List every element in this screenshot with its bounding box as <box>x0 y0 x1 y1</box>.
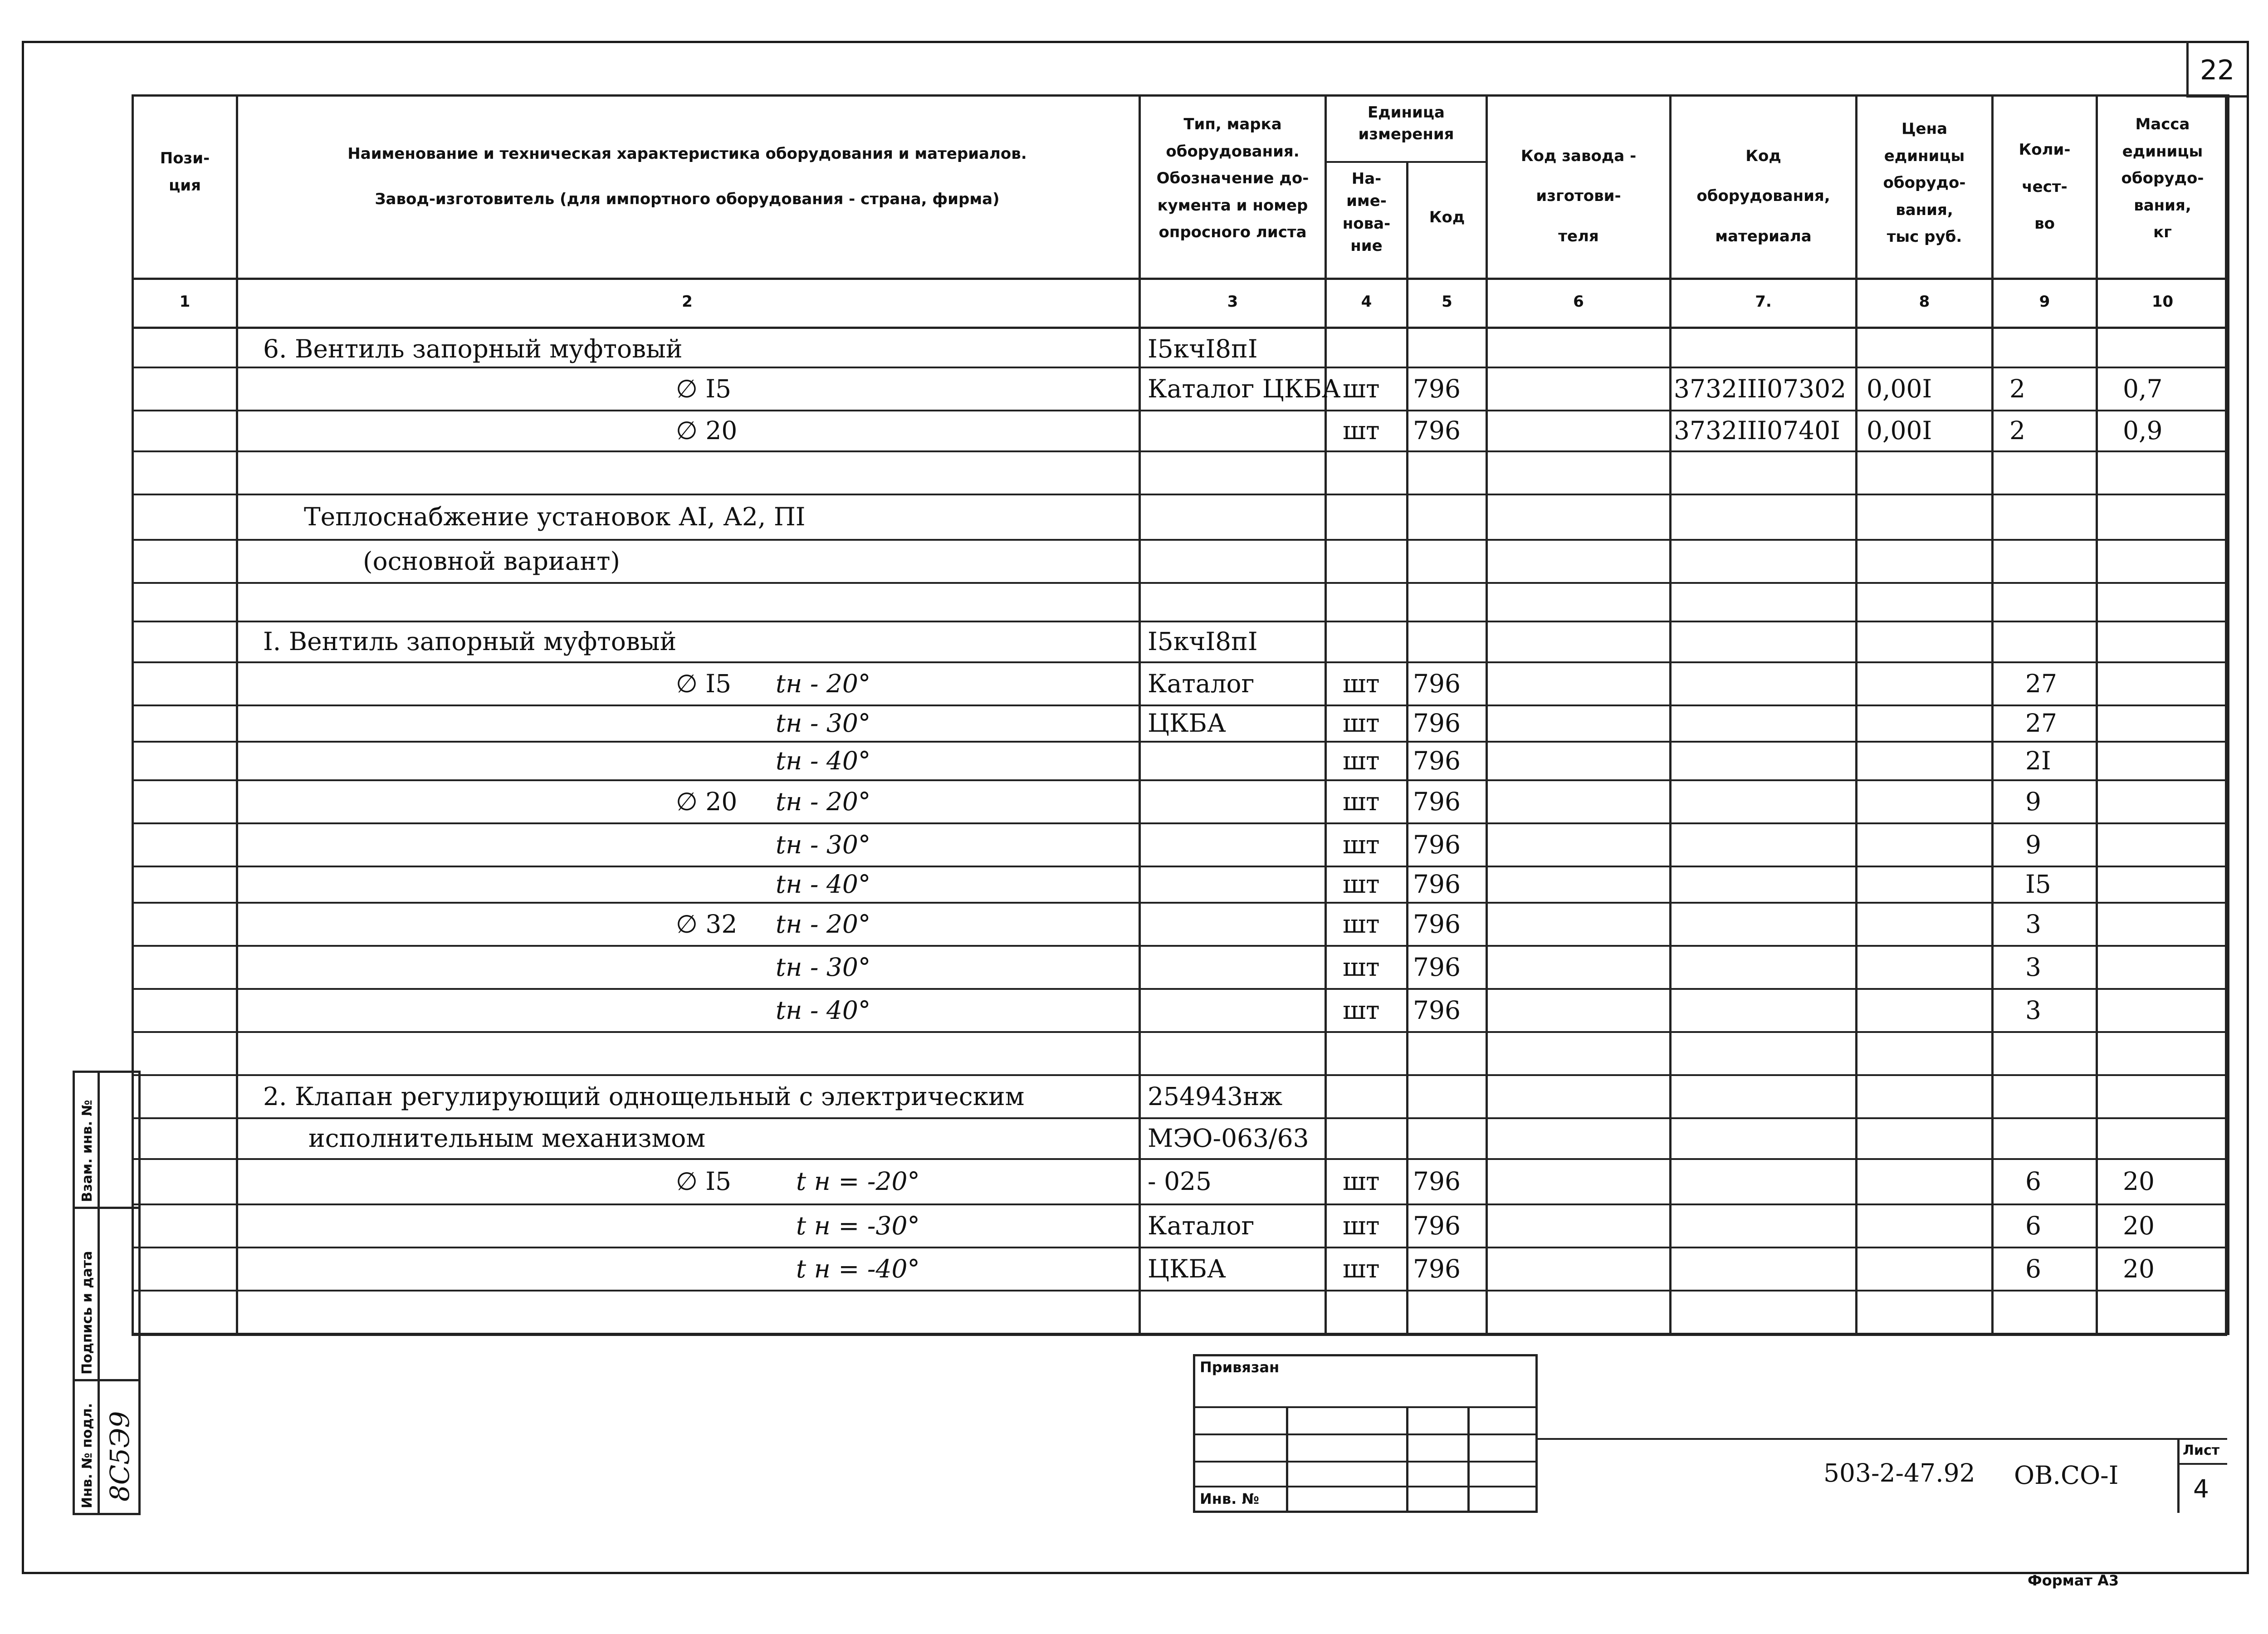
row-divider <box>132 704 2227 706</box>
header-col2-line2: Завод-изготовитель (для импортного оборудования - страна, фирма) <box>375 190 1000 208</box>
header-col45-group: Единица измерения <box>1358 103 1454 143</box>
row-unit-code: 796 <box>1413 953 1461 982</box>
row-divider <box>132 741 2227 743</box>
row-qty: 27 <box>2025 709 2057 738</box>
header-col3: Тип, марка оборудования. Обозначение до- кумента и номер опросного листа <box>1156 115 1309 241</box>
row-name: исполнительным механизмом <box>308 1124 706 1153</box>
row-equip-code: 3732III07302 <box>1674 374 1847 403</box>
row-type: I5кчI8пI <box>1148 627 1258 656</box>
row-divider <box>132 367 2227 368</box>
row-temperature: tн - 20° <box>776 910 871 939</box>
row-name: 2. Клапан регулирующий однощельный с электрическим <box>263 1082 1025 1111</box>
row-price: 0,00I <box>1867 416 1932 445</box>
header-col4: На- име- нова- ние <box>1342 170 1391 255</box>
row-name: Теплоснабжение установок АI, А2, ПI <box>304 502 806 531</box>
row-temperature: tн - 40° <box>776 746 871 775</box>
header-col6: Код завода - изготови- теля <box>1520 147 1637 245</box>
row-temperature: t н = -30° <box>796 1211 920 1240</box>
row-divider <box>132 1158 2227 1160</box>
header-col9: Коли- чест- во <box>2019 141 2071 233</box>
row-mass: 0,9 <box>2123 416 2163 445</box>
row-qty: I5 <box>2025 870 2051 899</box>
row-temperature: tн - 20° <box>776 669 871 698</box>
row-qty: 9 <box>2025 787 2041 816</box>
row-temperature: tн - 40° <box>776 870 871 899</box>
row-unit: шт <box>1343 910 1380 939</box>
row-qty: 9 <box>2025 830 2041 859</box>
row-unit-code: 796 <box>1413 669 1461 698</box>
colnum-10: 10 <box>2151 293 2174 311</box>
row-unit-code: 796 <box>1413 910 1461 939</box>
row-divider <box>132 410 2227 411</box>
inv-podl-label: Инв. № подл. <box>79 1403 95 1508</box>
row-divider <box>132 1074 2227 1076</box>
colnum-5: 5 <box>1442 293 1452 311</box>
row-type: 254943нж <box>1148 1082 1283 1111</box>
row-temperature: tн - 30° <box>776 709 871 738</box>
row-diameter: ∅ I5 <box>676 1167 732 1196</box>
header-col10: Масса единицы оборудо- вания, кг <box>2121 115 2204 241</box>
colnum-4: 4 <box>1361 293 1372 311</box>
stamp-inv-no: Инв. № <box>1200 1490 1259 1507</box>
row-unit-code: 796 <box>1413 709 1461 738</box>
page-number: 22 <box>2200 54 2235 86</box>
header-col5: Код <box>1429 208 1465 226</box>
list-number: 4 <box>2193 1474 2209 1503</box>
row-unit: шт <box>1343 1211 1380 1240</box>
podpis-label: Подпись и дата <box>79 1251 95 1375</box>
row-diameter: ∅ I5 <box>676 669 732 698</box>
list-label: Лист <box>2183 1443 2220 1458</box>
row-divider <box>132 1334 2227 1336</box>
row-name: ∅ 20 <box>676 416 738 445</box>
inv-podl-value: 8С5Э9 <box>104 1411 135 1502</box>
header-col2-line1: Наименование и техническая характеристика оборудования и материалов. <box>347 145 1027 163</box>
row-type: - 025 <box>1148 1167 1212 1196</box>
row-unit-code: 796 <box>1413 1167 1461 1196</box>
row-divider <box>132 866 2227 867</box>
row-qty: 6 <box>2025 1211 2041 1240</box>
colnum-1: 1 <box>179 293 191 311</box>
row-divider <box>132 988 2227 990</box>
row-unit: шт <box>1343 1167 1380 1196</box>
vzam-label: Взам. инв. № <box>79 1100 95 1202</box>
row-type: I5кчI8пI <box>1148 334 1258 363</box>
row-unit: шт <box>1343 953 1380 982</box>
row-divider <box>132 779 2227 781</box>
stamp-privyazan: Привязан <box>1200 1359 1280 1376</box>
row-qty: 2 <box>2009 374 2025 403</box>
row-unit-code: 796 <box>1413 374 1461 403</box>
row-divider <box>132 822 2227 824</box>
row-temperature: tн - 20° <box>776 787 871 816</box>
header-col1: Пози- ция <box>160 149 210 195</box>
row-divider <box>132 1247 2227 1248</box>
row-divider <box>132 621 2227 622</box>
row-divider <box>132 902 2227 904</box>
row-divider <box>132 539 2227 541</box>
row-qty: 2I <box>2025 746 2051 775</box>
row-name: ∅ I5 <box>676 374 732 403</box>
row-unit-code: 796 <box>1413 870 1461 899</box>
row-name: (основной вариант) <box>363 547 620 576</box>
row-divider <box>132 1290 2227 1292</box>
row-divider <box>132 450 2227 452</box>
row-divider <box>132 945 2227 947</box>
row-unit-code: 796 <box>1413 830 1461 859</box>
row-type: Каталог ЦКБА <box>1148 374 1341 403</box>
row-unit-code: 796 <box>1413 1254 1461 1283</box>
row-mass: 20 <box>2123 1167 2155 1196</box>
row-name: I. Вентиль запорный муфтовый <box>263 627 677 656</box>
row-unit: шт <box>1343 870 1380 899</box>
header-col8: Цена единицы оборудо- вания, тыс руб. <box>1883 120 1966 246</box>
row-type: МЭО-063/63 <box>1148 1124 1309 1153</box>
sheet-code: ОВ.СО-I <box>2014 1461 2119 1490</box>
row-temperature: tн - 40° <box>776 996 871 1025</box>
colnum-6: 6 <box>1573 293 1584 311</box>
row-unit-code: 796 <box>1413 416 1461 445</box>
row-unit: шт <box>1343 1254 1380 1283</box>
row-qty: 27 <box>2025 669 2057 698</box>
row-diameter: ∅ 20 <box>676 787 738 816</box>
colnum-3: 3 <box>1227 293 1238 311</box>
row-unit: шт <box>1343 709 1380 738</box>
header-col7: Код оборудования, материала <box>1696 147 1830 245</box>
row-unit: шт <box>1343 669 1380 698</box>
row-unit-code: 796 <box>1413 746 1461 775</box>
row-qty: 3 <box>2025 996 2041 1025</box>
row-unit: шт <box>1343 374 1380 403</box>
row-qty: 3 <box>2025 953 2041 982</box>
row-temperature: tн - 30° <box>776 830 871 859</box>
row-diameter: ∅ 32 <box>676 910 738 939</box>
colnum-2: 2 <box>682 293 693 311</box>
row-type: Каталог <box>1148 1211 1255 1240</box>
row-unit: шт <box>1343 746 1380 775</box>
row-unit: шт <box>1343 996 1380 1025</box>
row-unit-code: 796 <box>1413 1211 1461 1240</box>
row-divider <box>132 1203 2227 1205</box>
row-mass: 20 <box>2123 1254 2155 1283</box>
row-name: 6. Вентиль запорный муфтовый <box>263 334 683 363</box>
colnum-8: 8 <box>1919 293 1930 311</box>
row-divider <box>132 494 2227 495</box>
row-equip-code: 3732III0740I <box>1674 416 1840 445</box>
row-unit: шт <box>1343 830 1380 859</box>
row-divider <box>132 1117 2227 1119</box>
row-divider <box>132 582 2227 584</box>
format-label: Формат А3 <box>2028 1572 2119 1589</box>
row-qty: 2 <box>2009 416 2025 445</box>
row-unit: шт <box>1343 416 1380 445</box>
row-type: Каталог <box>1148 669 1255 698</box>
row-unit-code: 796 <box>1413 787 1461 816</box>
row-price: 0,00I <box>1867 374 1932 403</box>
row-unit: шт <box>1343 787 1380 816</box>
row-type: ЦКБА <box>1148 709 1226 738</box>
row-divider <box>132 1031 2227 1033</box>
row-unit-code: 796 <box>1413 996 1461 1025</box>
row-temperature: t н = -20° <box>796 1167 920 1196</box>
doc-code: 503-2-47.92 <box>1823 1458 1975 1487</box>
colnum-9: 9 <box>2039 293 2050 311</box>
row-type: ЦКБА <box>1148 1254 1226 1283</box>
row-temperature: tн - 30° <box>776 953 871 982</box>
row-mass: 0,7 <box>2123 374 2163 403</box>
row-qty: 3 <box>2025 910 2041 939</box>
row-qty: 6 <box>2025 1254 2041 1283</box>
row-qty: 6 <box>2025 1167 2041 1196</box>
row-temperature: t н = -40° <box>796 1254 920 1283</box>
colnum-7: 7. <box>1755 293 1772 311</box>
row-divider <box>132 661 2227 663</box>
row-mass: 20 <box>2123 1211 2155 1240</box>
